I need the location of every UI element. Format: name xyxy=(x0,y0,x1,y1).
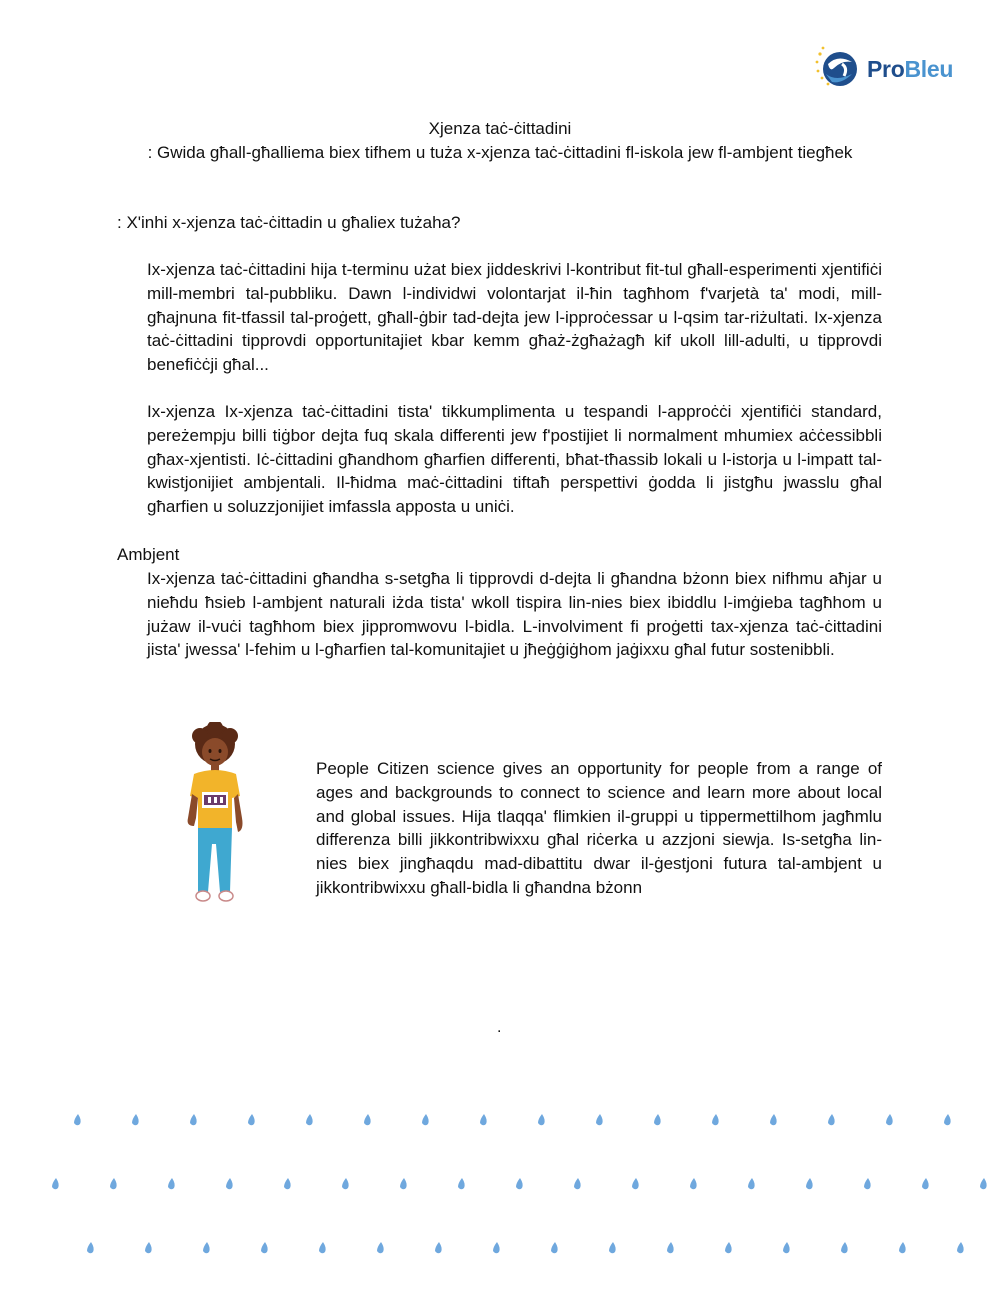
water-drop-icon xyxy=(574,1178,581,1189)
section-heading-ambjent: Ambjent xyxy=(117,545,180,564)
water-drop-icon xyxy=(458,1178,465,1189)
water-drop-icon xyxy=(435,1242,442,1253)
water-drop-icon xyxy=(596,1114,603,1125)
water-drop-icon xyxy=(980,1178,987,1189)
water-drop-icon xyxy=(632,1178,639,1189)
water-drop-icon xyxy=(319,1242,326,1253)
document-title xyxy=(0,117,1000,165)
water-drop-icon xyxy=(806,1178,813,1189)
paragraph-intro: Ix-xjenza taċ-ċittadini hija t-terminu użat biex jiddeskrivi l-kontribut fit-tul għall-esperimenti xjentifiċi mill-membri tal-pubbliku. Dawn l-individwi volontarjat il-ħin tagħhom f'varjetà ta' modi, mill-għajnuna fit-tfassil tal-proġett, għall-ġbir tad-dejta jew l-ipproċessar u l-qsim tar-riżultati. Ix-xjenza taċ-ċittadini tipprovdi opportunitajiet kbar kemm għaż-żgħażagħ kif ukoll lill-adulti, u tipprovdi benefiċċji għal... xyxy=(147,260,882,375)
probleu-globe-icon xyxy=(812,44,864,94)
title-line-2: : Gwida għall-għalliema biex tifhem u tuża x-xjenza taċ-ċittadini fl-iskola jew fl-ambjent tiegħek xyxy=(147,143,853,162)
water-drop-icon xyxy=(783,1242,790,1253)
water-drop-icon xyxy=(864,1178,871,1189)
water-drop-icon xyxy=(828,1114,835,1125)
water-drop-icon xyxy=(922,1178,929,1189)
water-drop-icon xyxy=(377,1242,384,1253)
logo-text-pro: Pro xyxy=(867,56,905,82)
logo-text-bleu: Bleu xyxy=(904,56,954,82)
water-drop-icon xyxy=(690,1178,697,1189)
water-drop-icon xyxy=(226,1178,233,1189)
water-drop-icon xyxy=(667,1242,674,1253)
person-illustration-icon xyxy=(180,722,250,908)
water-drop-icon xyxy=(190,1114,197,1125)
water-drop-icon xyxy=(899,1242,906,1253)
water-drop-icon xyxy=(74,1114,81,1125)
probleu-logo xyxy=(812,44,972,94)
paragraph-people: People Citizen science gives an opportunity for people from a range of ages and backgrounds to connect to science and learn more about local and global issues. Hija tlaqqa' flimkien il-gruppi u tippermettilhom jagħmlu differenza billi jikkontribwixxu għal riċerka u azzjoni siewja. Is-setgħa lin-nies biex jingħaqdu mad-dibattitu dwar il-ġestjoni futura tal-ambjent u jikkontribwixxu għall-bidla li għandna bżonn xyxy=(316,759,882,897)
water-drop-icon xyxy=(841,1242,848,1253)
water-drop-icon xyxy=(538,1114,545,1125)
title-line-1: Xjenza taċ-ċittadini xyxy=(428,119,572,138)
water-drop-icon xyxy=(306,1114,313,1125)
water-drop-icon xyxy=(132,1114,139,1125)
water-drop-icon xyxy=(168,1178,175,1189)
water-drop-icon xyxy=(886,1114,893,1125)
water-drop-icon xyxy=(712,1114,719,1125)
paragraph-benefits: Ix-xjenza Ix-xjenza taċ-ċittadini tista' tikkumplimenta u tespandi l-approċċi xjentifiċi standard, pereżempju billi tiġbor dejta fuq skala differenti jew f'postijiet li normalment mhumiex aċċessibbli għax-xjentisti. Iċ-ċittadini għandhom għarfien differenti, bħat-tħassib lokali u l-istorja u l-impatt tal-kwistjonijiet ambjentali. Il-ħidma maċ-ċittadini tiftaħ perspettivi ġodda li jistgħu jwasslu għal għarfien u soluzzjonijiet imfassla apposta u uniċi. xyxy=(147,402,882,517)
water-drop-icon xyxy=(516,1178,523,1189)
water-drop-icon xyxy=(261,1242,268,1253)
water-drop-icon xyxy=(52,1178,59,1189)
water-drop-icon xyxy=(110,1178,117,1189)
water-drop-icon xyxy=(551,1242,558,1253)
water-drop-icon xyxy=(725,1242,732,1253)
water-drop-icon xyxy=(203,1242,210,1253)
water-drop-icon xyxy=(493,1242,500,1253)
water-drop-icon xyxy=(944,1114,951,1125)
page-mark: . xyxy=(497,1019,502,1036)
water-drops-decoration xyxy=(0,1100,1000,1270)
water-drop-icon xyxy=(284,1178,291,1189)
logo-wordmark xyxy=(867,56,953,83)
water-drop-icon xyxy=(422,1114,429,1125)
water-drop-icon xyxy=(957,1242,964,1253)
water-drop-icon xyxy=(770,1114,777,1125)
water-drop-icon xyxy=(342,1178,349,1189)
water-drop-icon xyxy=(480,1114,487,1125)
paragraph-ambjent: Ix-xjenza taċ-ċittadini għandha s-setgħa li tipprovdi d-dejta li għandna bżonn biex nifhmu aħjar u nieħdu ħsieb l-ambjent naturali iżda tista' wkoll tispira lin-nies biex ibiddlu l-imġieba tagħhom u jużaw il-vuċi tagħhom biex jippromwovu l-bidla. L-involviment fi proġetti tax-xjenza taċ-ċittadini jista' jwessa' l-fehim u l-għarfien tal-komunitajiet u jħeġġiġhom jaġixxu għal futur sostenibbli. xyxy=(147,569,882,660)
water-drop-icon xyxy=(87,1242,94,1253)
water-drop-icon xyxy=(654,1114,661,1125)
water-drop-icon xyxy=(609,1242,616,1253)
water-drop-icon xyxy=(364,1114,371,1125)
water-drop-icon xyxy=(248,1114,255,1125)
section-question: : X'inhi x-xjenza taċ-ċittadin u għaliex tużaha? xyxy=(117,213,461,232)
water-drop-icon xyxy=(145,1242,152,1253)
water-drop-icon xyxy=(400,1178,407,1189)
water-drop-icon xyxy=(748,1178,755,1189)
